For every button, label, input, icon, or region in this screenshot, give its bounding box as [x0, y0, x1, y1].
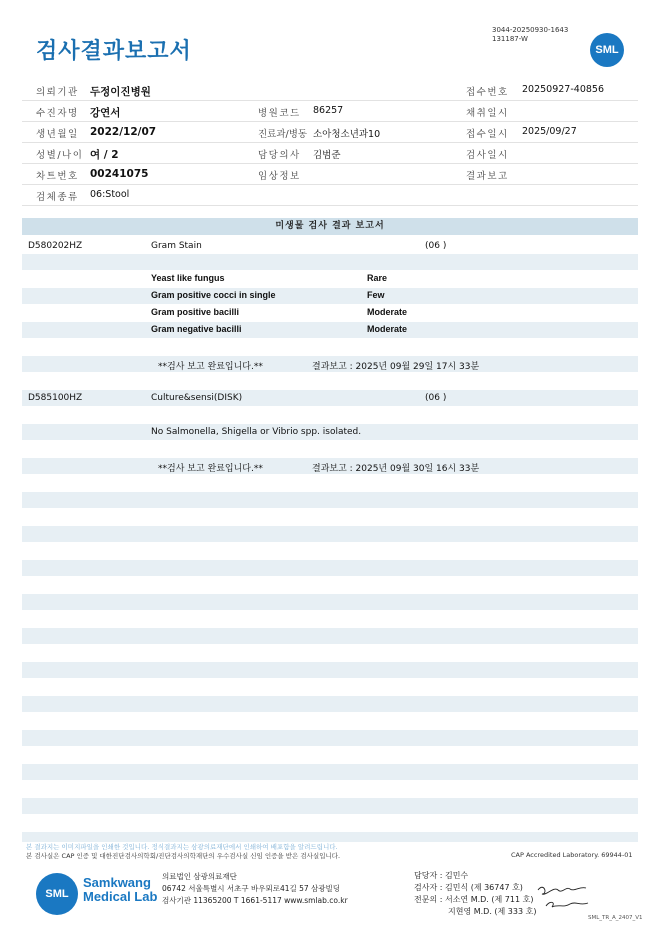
- chart-value: 00241075: [90, 168, 149, 180]
- image-notice: 본 결과지는 이미지파일을 인쇄한 것입니다. 정식결과지는 삼광의료재단에서 인쇄하여 배포함을 알려드립니다.: [26, 843, 338, 851]
- lab-staff: [414, 870, 536, 918]
- brand-name: Samkwang Medical Lab: [83, 875, 158, 904]
- test-code: D585100HZ: [28, 393, 83, 403]
- cap-accreditation: CAP Accredited Laboratory. 69944-01: [511, 851, 633, 859]
- sex-age-value: 여 / 2: [90, 149, 119, 161]
- info-row: 생년월일 2022/12/07 진료과/병동 소아청소년과10 접수일시 2025/09/27: [22, 122, 638, 143]
- test-name: Culture&sensi(DISK): [151, 393, 243, 403]
- report-complete: **검사 보고 완료입니다.**: [158, 362, 263, 372]
- lab-address: 의료법인 삼광의료재단 06742 서울특별시 서초구 바우뫼로41길 57 삼광빌딩 검사기관 11365200 T 1661-5117 www.smlab.co.kr: [162, 872, 348, 905]
- receipt-no-value: 20250927-40856: [522, 84, 605, 95]
- info-row: 의뢰기관 두정이진병원 접수번호 20250927-40856: [22, 80, 638, 101]
- specialist: 전문의 : 서소연 M.D. (제 711 호): [414, 895, 534, 904]
- document-id: 3044-20250930-1643 131187-W: [492, 26, 569, 43]
- result-note: No Salmonella, Shigella or Vibrio spp. isolated.: [151, 427, 362, 437]
- manager: 담당자 : 김민수: [414, 871, 469, 880]
- info-row: 성별/나이 여 / 2 담당의사 김범준 검사일시: [22, 143, 638, 164]
- report-time: 결과보고 : 2025년 09월 29일 17시 33분: [312, 362, 480, 372]
- patient-value: 강연서: [90, 107, 121, 119]
- sml-logo-icon: SML: [590, 33, 624, 67]
- test-name: Gram Stain: [151, 241, 202, 251]
- test-specimen: (06 ): [425, 241, 447, 251]
- patient-info-table: [22, 80, 638, 206]
- result-value: Moderate: [367, 324, 408, 334]
- specialist: 지현영 M.D. (제 333 호): [448, 907, 537, 916]
- dept-value: 소아청소년과10: [313, 129, 381, 140]
- result-value: Moderate: [367, 307, 408, 317]
- receipt-date-value: 2025/09/27: [522, 126, 577, 137]
- test-specimen: (06 ): [425, 393, 447, 403]
- sml-logo-icon: SML: [36, 873, 78, 915]
- specimen-value: 06:Stool: [90, 189, 130, 200]
- document-title: 검사결과보고서: [36, 39, 192, 64]
- result-value: Rare: [367, 273, 388, 283]
- report-time: 결과보고 : 2025년 09월 30일 16시 33분: [312, 464, 480, 474]
- section-title: 미생물 검사 결과 보고서: [22, 218, 638, 235]
- result-item: Gram positive bacilli: [151, 307, 240, 317]
- signature-icon: [536, 880, 592, 912]
- result-item: Yeast like fungus: [151, 273, 225, 283]
- result-item: Gram negative bacilli: [151, 324, 242, 334]
- report-complete: **검사 보고 완료입니다.**: [158, 464, 263, 474]
- result-value: Few: [367, 290, 385, 300]
- test-code: D580202HZ: [28, 241, 83, 251]
- info-row: 차트번호 00241075 임상정보 결과보고: [22, 164, 638, 185]
- certification-notice: 본 검사실은 CAP 인증 및 대한진단검사의학회/진단검사의학재단의 우수검사실 신임 인증을 받은 검사실입니다.: [26, 852, 341, 860]
- info-row: 수진자명 강연서 병원코드 86257 채취일시: [22, 101, 638, 122]
- doctor-value: 김범준: [313, 150, 341, 161]
- requester-value: 두정이진병원: [90, 86, 151, 98]
- tester: 검사자 : 김민식 (제 36747 호): [414, 883, 523, 892]
- info-row: 검체종류 06:Stool: [22, 185, 638, 206]
- form-code: SML_TR_A_2407_V1: [588, 915, 643, 921]
- dob-value: 2022/12/07: [90, 126, 157, 138]
- result-item: Gram positive cocci in single: [151, 290, 276, 300]
- hospital-code-value: 86257: [313, 105, 344, 116]
